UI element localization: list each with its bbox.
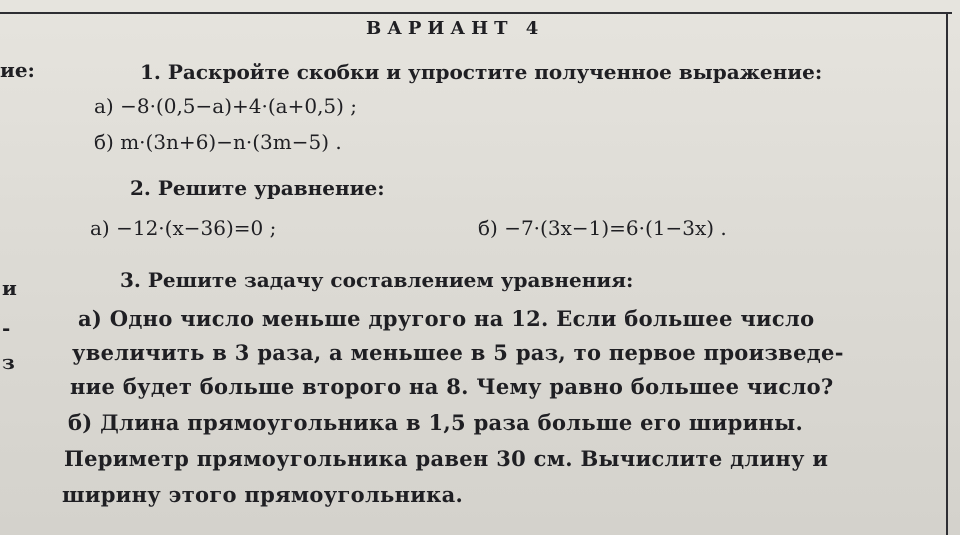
frame-top-border	[0, 12, 952, 14]
task1-heading: 1. Раскройте скобки и упростите полученное выражение:	[140, 60, 823, 84]
task2-item-b: б) −7·(3x−1)=6·(1−3x) .	[478, 216, 727, 240]
task3-heading: 3. Решите задачу составлением уравнения:	[120, 268, 634, 292]
margin-fragment: -	[2, 316, 11, 340]
task3-line: б) Длина прямоугольника в 1,5 раза больше его ширины.	[68, 410, 804, 435]
margin-fragment: з	[2, 350, 15, 374]
task3-line: ширину этого прямоугольника.	[62, 482, 464, 507]
task2-item-a: а) −12·(x−36)=0 ;	[90, 216, 277, 240]
frame-right-border	[946, 12, 948, 535]
task3-line: увеличить в 3 раза, а меньшее в 5 раз, то первое произведе-	[72, 340, 844, 365]
margin-fragment: и	[2, 276, 17, 300]
task1-item-b: б) m·(3n+6)−n·(3m−5) .	[94, 130, 342, 154]
task2-heading: 2. Решите уравнение:	[130, 176, 385, 200]
task3-line: а) Одно число меньше другого на 12. Если большее число	[78, 306, 815, 331]
variant-title: ВАРИАНТ 4	[366, 18, 545, 39]
task1-item-a: а) −8·(0,5−a)+4·(a+0,5) ;	[94, 94, 358, 118]
task3-line: ние будет больше второго на 8. Чему равно большее число?	[70, 374, 834, 399]
task3-line: Периметр прямоугольника равен 30 см. Вычислите длину и	[64, 446, 829, 471]
margin-fragment: ие:	[0, 58, 35, 82]
